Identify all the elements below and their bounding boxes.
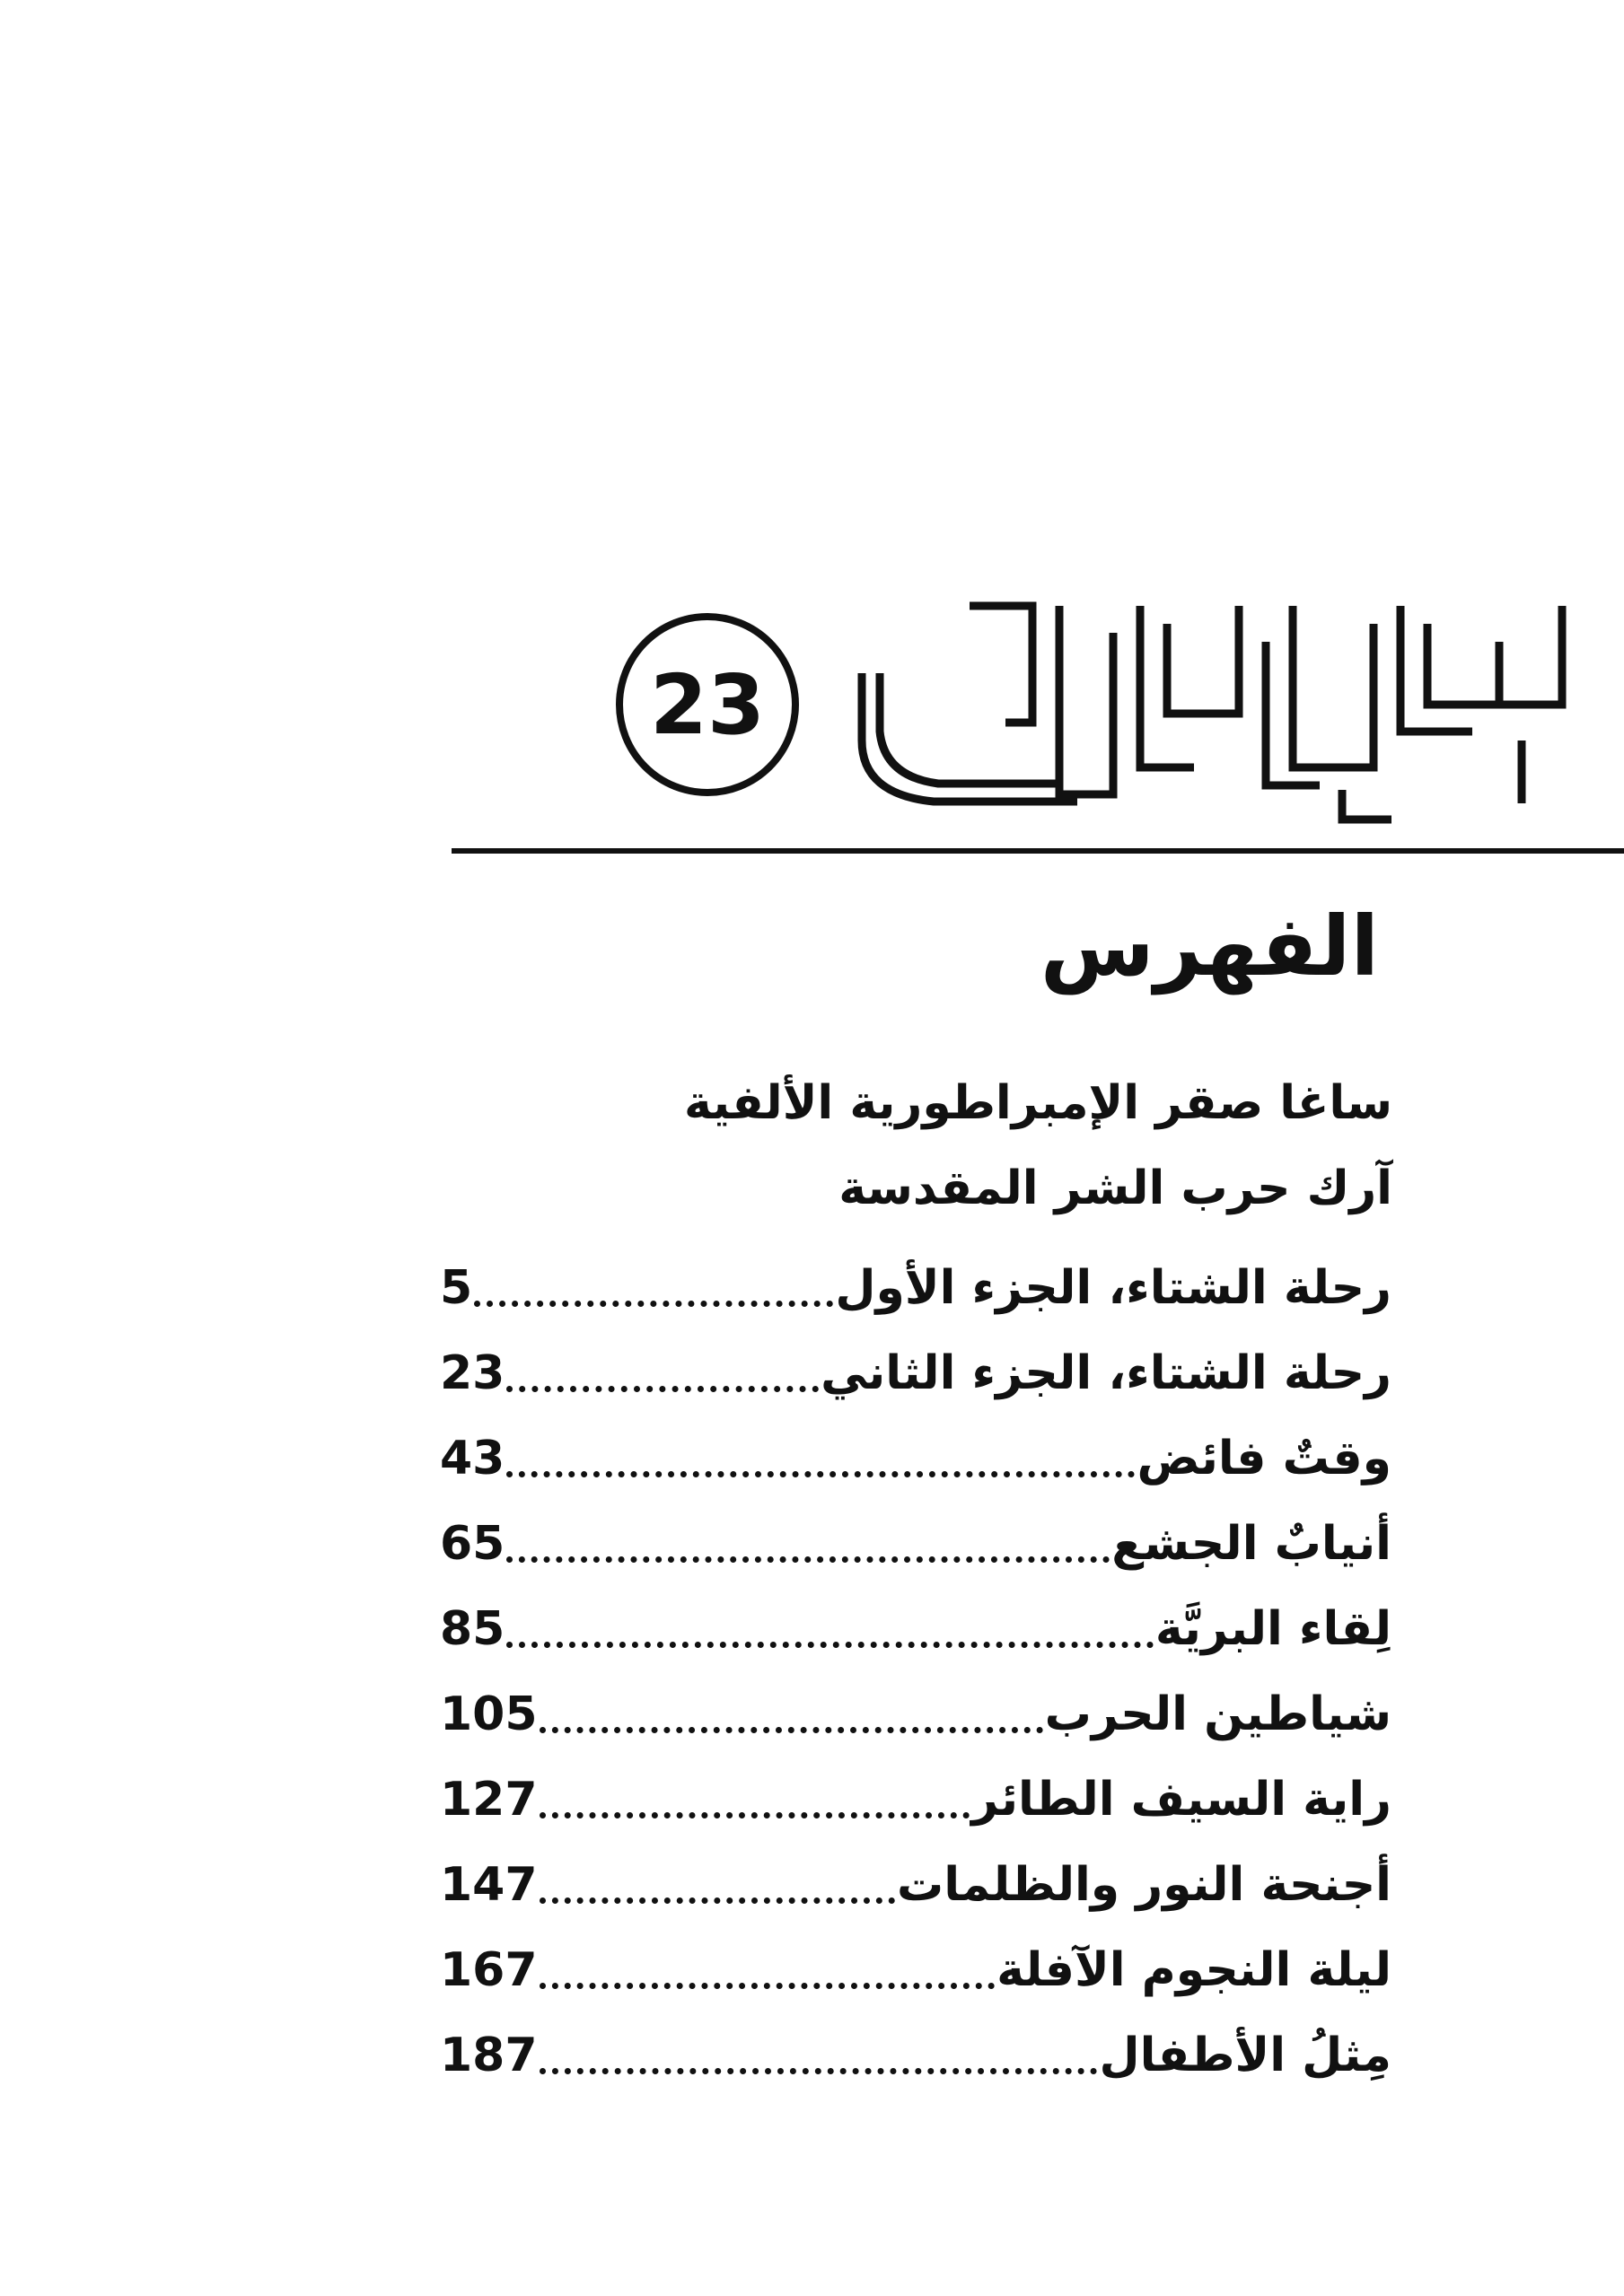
toc-row[interactable] <box>440 1512 1391 1575</box>
issue-number: 23 <box>649 657 766 753</box>
toc-page-number: 85 <box>440 1602 505 1656</box>
toc-row[interactable] <box>440 1768 1391 1831</box>
toc-title: الفهرس <box>1040 898 1379 995</box>
toc-entry-title: شياطين الحرب <box>1044 1687 1391 1741</box>
toc-leader-dots <box>540 1812 970 1818</box>
toc-page-number: 43 <box>440 1432 505 1485</box>
toc-leader-dots <box>474 1301 833 1307</box>
toc-entry-title: رحلة الشتاء، الجزء الثاني <box>821 1346 1391 1400</box>
magazine-logo <box>610 588 1576 830</box>
toc-page-number: 65 <box>440 1517 505 1571</box>
toc-leader-dots <box>506 1642 1153 1648</box>
toc-leader-dots <box>540 2068 1098 2074</box>
toc-row[interactable] <box>440 1342 1391 1405</box>
toc-row[interactable] <box>440 1853 1391 1916</box>
toc-page-number: 5 <box>440 1261 473 1315</box>
toc-entry-title: وقتٌ فائض <box>1137 1432 1391 1485</box>
toc-entry-title: ليلة النجوم الآفلة <box>996 1943 1391 1997</box>
toc-page-number: 187 <box>440 2029 538 2082</box>
toc-list <box>0 1257 1624 2154</box>
toc-entry-title: رحلة الشتاء، الجزء الأول <box>835 1261 1391 1315</box>
toc-entry-title: مِثلُ الأطفال <box>1099 2029 1391 2082</box>
toc-leader-dots <box>506 1386 819 1392</box>
toc-leader-dots <box>506 1471 1135 1477</box>
toc-row[interactable] <box>440 2024 1391 2087</box>
issue-badge <box>619 617 795 793</box>
saga-subtitle: ساغا صقر الإمبراطورية الألفية <box>683 1076 1392 1130</box>
arc-subtitle: آرك حرب الشر المقدسة <box>838 1161 1392 1215</box>
toc-leader-dots <box>540 1727 1043 1733</box>
toc-page-number: 147 <box>440 1858 538 1912</box>
toc-page-number: 23 <box>440 1346 505 1400</box>
toc-leader-dots <box>540 1983 996 1989</box>
toc-page-number: 105 <box>440 1687 538 1741</box>
toc-entry-title: أنيابٌ الجشع <box>1111 1517 1391 1571</box>
toc-row[interactable] <box>440 1939 1391 2002</box>
toc-row[interactable] <box>440 1683 1391 1746</box>
toc-entry-title: لِقاء البريَّة <box>1154 1602 1391 1656</box>
toc-row[interactable] <box>440 1598 1391 1661</box>
toc-row[interactable] <box>440 1257 1391 1319</box>
toc-page-number: 167 <box>440 1943 538 1997</box>
toc-entry-title: أجنحة النور والظلمات <box>896 1858 1391 1912</box>
header-rule <box>452 848 1624 854</box>
toc-entry-title: راية السيف الطائر <box>971 1773 1391 1827</box>
toc-page-number: 127 <box>440 1773 538 1827</box>
toc-row[interactable] <box>440 1427 1391 1490</box>
toc-leader-dots <box>540 1897 895 1904</box>
logo-wordmark <box>862 606 1562 819</box>
toc-leader-dots <box>506 1556 1110 1563</box>
